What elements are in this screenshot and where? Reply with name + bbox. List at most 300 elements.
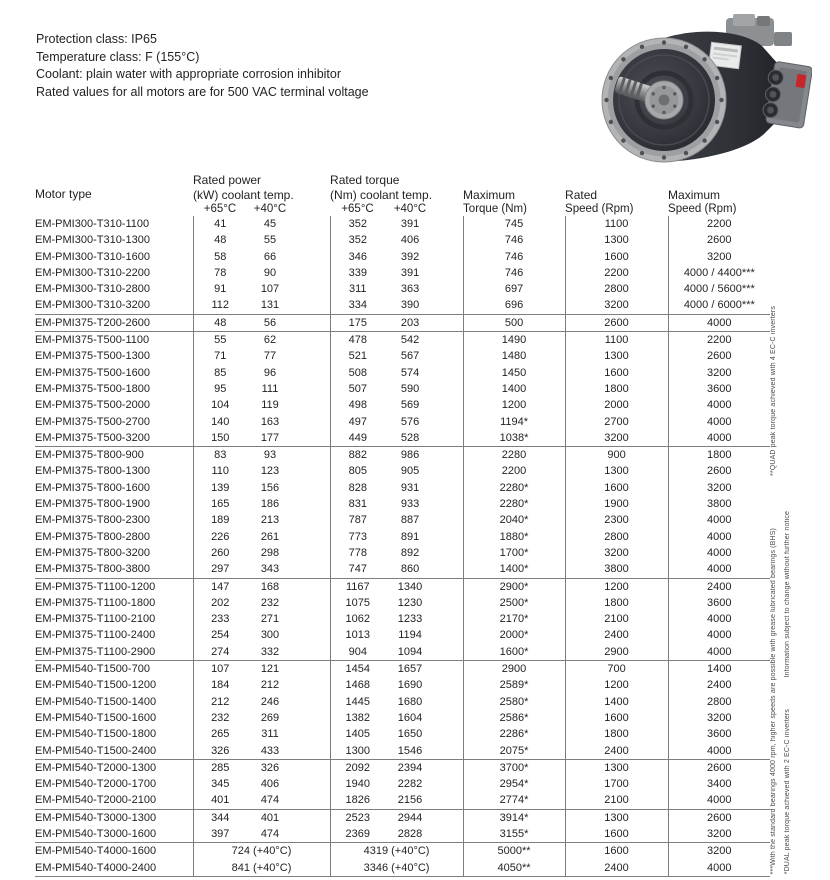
cell-max-torque: 1194* (463, 414, 565, 430)
cell-spacer (435, 595, 463, 611)
cell-power-65: 344 (193, 809, 247, 826)
table-row (35, 512, 770, 528)
motor-table-body (35, 216, 770, 876)
cell-rated-speed: 2600 (565, 314, 668, 331)
table-row (35, 265, 770, 281)
cell-spacer (293, 381, 330, 397)
cell-spacer (293, 365, 330, 381)
cell-max-speed: 3400 (668, 776, 770, 792)
table-row (35, 463, 770, 479)
cell-max-torque: 1400* (463, 561, 565, 578)
cell-max-torque: 2500* (463, 595, 565, 611)
cell-torque-40: 1650 (397, 728, 423, 741)
cell-power-40: 177 (260, 431, 280, 444)
cell-power-40: 261 (260, 530, 280, 543)
info-line-temperature: Temperature class: F (155°C) (36, 49, 200, 64)
cell-torque-40: 576 (400, 415, 420, 428)
cell-motor-type: EM-PMI375-T500-2700 (35, 415, 150, 428)
cell-max-speed: 2200 (668, 216, 770, 232)
cell-power-40: 298 (260, 546, 280, 559)
cell-torque-65: 747 (330, 561, 385, 578)
cell-motor-type: EM-PMI375-T800-2300 (35, 514, 150, 527)
cell-torque-40: 2944 (385, 809, 435, 826)
cell-spacer (293, 216, 330, 232)
cell-torque-65: 334 (330, 297, 385, 314)
cell-rated-speed: 1700 (565, 776, 668, 792)
cell-power-65: 297 (193, 561, 247, 578)
cell-torque-65: 2369 (330, 826, 385, 843)
cell-torque-65: 311 (330, 281, 385, 297)
cell-max-torque: 5000** (463, 843, 565, 860)
cell-max-speed: 2800 (668, 694, 770, 710)
cell-torque-40: 931 (400, 481, 420, 494)
cell-motor-type: EM-PMI375-T1100-1200 (35, 578, 193, 595)
cell-spacer (435, 661, 463, 678)
cell-max-torque: 3700* (463, 759, 565, 776)
cell-torque-65: 1167 (330, 578, 385, 595)
cell-motor-type: EM-PMI375-T500-1600 (35, 366, 150, 379)
cell-spacer (435, 529, 463, 545)
cell-torque-40: 1194 (398, 629, 422, 642)
cell-motor-type: EM-PMI375-T800-1600 (35, 481, 150, 494)
cell-spacer (293, 677, 330, 693)
cell-spacer (435, 381, 463, 397)
cell-spacer (293, 759, 330, 776)
cell-power-65: 83 (193, 447, 247, 464)
cell-spacer (435, 232, 463, 248)
cell-max-torque: 1880* (463, 529, 565, 545)
cell-spacer (435, 578, 463, 595)
cell-spacer (293, 297, 330, 314)
cell-power-65: 150 (193, 430, 247, 447)
cell-motor-type: EM-PMI375-T1100-2100 (35, 613, 156, 626)
cell-max-torque: 1480 (463, 348, 565, 364)
cell-spacer (435, 792, 463, 809)
table-row (35, 348, 770, 364)
cell-motor-type: EM-PMI540-T4000-1600 (35, 843, 193, 860)
table-row (35, 843, 770, 860)
cell-torque-65: 521 (330, 348, 385, 364)
cell-max-speed: 4000 (668, 397, 770, 413)
cell-max-speed: 4000 (668, 860, 770, 877)
table-row (35, 314, 770, 331)
cell-motor-type: EM-PMI300-T310-1300 (35, 234, 150, 247)
motor-photo (598, 10, 812, 168)
table-row (35, 710, 770, 726)
cell-motor-type: EM-PMI375-T800-2800 (35, 530, 150, 543)
cell-torque-40: 1680 (397, 695, 423, 708)
cell-max-torque: 2286* (463, 726, 565, 742)
cell-spacer (435, 365, 463, 381)
cell-rated-speed: 1200 (565, 677, 668, 693)
header-max-torque-1: Maximum (463, 187, 516, 202)
table-row (35, 644, 770, 661)
cell-power-40: 62 (247, 332, 293, 349)
cell-spacer (435, 759, 463, 776)
table-row (35, 759, 770, 776)
cell-motor-type: EM-PMI540-T2000-2100 (35, 794, 157, 807)
cell-power-65: 254 (193, 627, 247, 643)
cell-power-65: 212 (193, 694, 247, 710)
cell-rated-speed: 1300 (565, 809, 668, 826)
cell-torque-40: 567 (400, 350, 420, 363)
cell-max-torque: 2040* (463, 512, 565, 528)
cell-max-torque: 1490 (463, 332, 565, 349)
cell-power-40: 121 (247, 661, 293, 678)
cell-torque-40: 891 (400, 530, 420, 543)
cell-motor-type: EM-PMI540-T3000-1300 (35, 809, 193, 826)
table-row (35, 414, 770, 430)
cell-max-torque: 697 (463, 281, 565, 297)
cell-max-speed: 4000 (668, 414, 770, 430)
cell-motor-type: EM-PMI540-T4000-2400 (35, 860, 193, 877)
table-header (35, 172, 770, 216)
motor-photo-svg (598, 10, 812, 168)
cell-torque-65: 831 (330, 496, 385, 512)
cell-power-40: 474 (260, 794, 280, 807)
cell-max-torque: 2170* (463, 611, 565, 627)
cell-spacer (293, 561, 330, 578)
cell-max-torque: 746 (463, 249, 565, 265)
cell-rated-speed: 1600 (565, 843, 668, 860)
cell-max-speed: 1400 (668, 661, 770, 678)
cell-power-65: 95 (193, 381, 247, 397)
cell-motor-type: EM-PMI540-T1500-700 (35, 661, 193, 678)
cell-motor-type: EM-PMI540-T1500-2400 (35, 744, 157, 757)
cell-spacer (293, 447, 330, 464)
cell-max-torque: 1400 (463, 381, 565, 397)
table-row (35, 661, 770, 678)
table-row (35, 726, 770, 742)
table-row (35, 595, 770, 611)
info-line-rated-values: Rated values for all motors are for 500 VAC terminal voltage (36, 84, 369, 99)
cell-torque-40: 1604 (397, 711, 423, 724)
table-row (35, 430, 770, 447)
cell-motor-type: EM-PMI375-T200-2600 (35, 314, 193, 331)
cell-spacer (435, 348, 463, 364)
table-row (35, 281, 770, 297)
cell-max-speed: 4000 / 4400*** (668, 265, 770, 281)
cell-power-40: 474 (260, 827, 280, 840)
cell-motor-type: EM-PMI375-T1100-1800 (35, 596, 156, 609)
cell-max-speed: 4000 (668, 545, 770, 561)
table-row (35, 232, 770, 248)
cell-spacer (293, 661, 330, 678)
cell-max-torque: 696 (463, 297, 565, 314)
cell-max-speed: 3200 (668, 365, 770, 381)
cell-power-65: 58 (193, 249, 247, 265)
table-row (35, 792, 770, 809)
cell-spacer (435, 297, 463, 314)
cell-max-torque: 2280 (463, 447, 565, 464)
cell-power-65: 78 (193, 265, 247, 281)
cell-max-torque: 2580* (463, 694, 565, 710)
cell-max-torque: 2954* (463, 776, 565, 792)
cell-max-torque: 2586* (463, 710, 565, 726)
cell-power-40: 269 (260, 711, 280, 724)
cell-rated-speed: 1800 (565, 381, 668, 397)
cell-torque-65: 497 (330, 414, 385, 430)
cell-power-65: 165 (193, 496, 247, 512)
cell-torque-65: 478 (330, 332, 385, 349)
cell-max-speed: 4000 (668, 611, 770, 627)
cell-power-40: 55 (263, 234, 277, 247)
cell-motor-type: EM-PMI375-T800-900 (35, 447, 193, 464)
cell-power-65: 401 (193, 792, 247, 809)
header-power-sub: (kW) coolant temp. (193, 187, 294, 202)
cell-spacer (435, 496, 463, 512)
cell-power-40: 96 (263, 366, 277, 379)
cell-max-speed: 3200 (668, 826, 770, 843)
cell-power-65: 112 (193, 297, 247, 314)
table-row (35, 447, 770, 464)
cell-power-65: 48 (193, 232, 247, 248)
cell-max-speed: 4000 (668, 314, 770, 331)
cell-motor-type: EM-PMI375-T1100-2400 (35, 629, 156, 642)
cell-power-65: 184 (193, 677, 247, 693)
cell-power-40: 246 (260, 695, 280, 708)
cell-power-40: 212 (260, 679, 280, 692)
cell-power-65: 265 (193, 726, 247, 742)
cell-torque-65: 508 (330, 365, 385, 381)
cell-max-speed: 4000 (668, 561, 770, 578)
cell-spacer (435, 397, 463, 413)
cell-rated-speed: 1800 (565, 726, 668, 742)
cell-power-65: 107 (193, 661, 247, 678)
cell-max-speed: 4000 (668, 743, 770, 760)
cell-spacer (293, 545, 330, 561)
cell-rated-speed: 2700 (565, 414, 668, 430)
table-row (35, 496, 770, 512)
cell-rated-speed: 1300 (565, 759, 668, 776)
cell-spacer (293, 480, 330, 496)
footnote-dual: *DUAL peak torque achieved with 2 EC-C inverters (784, 708, 791, 874)
cell-max-speed: 2600 (668, 809, 770, 826)
cell-max-torque: 1600* (463, 644, 565, 661)
cell-rated-speed: 2800 (565, 529, 668, 545)
cell-rated-speed: 1300 (565, 232, 668, 248)
table-row (35, 249, 770, 265)
cell-torque-65: 882 (330, 447, 385, 464)
cell-torque-40: 1230 (397, 596, 423, 609)
cell-power-65: 260 (193, 545, 247, 561)
cell-rated-speed: 1400 (565, 694, 668, 710)
cell-spacer (435, 414, 463, 430)
cell-spacer (293, 512, 330, 528)
cell-torque-65: 1454 (330, 661, 385, 678)
cell-spacer (435, 216, 463, 232)
cell-power-40: 163 (260, 415, 280, 428)
cell-torque-40: 542 (385, 332, 435, 349)
cell-torque-65: 352 (330, 216, 385, 232)
table-row (35, 694, 770, 710)
cell-max-speed: 3600 (668, 381, 770, 397)
cell-motor-type: EM-PMI375-T500-1800 (35, 382, 150, 395)
cell-spacer (435, 627, 463, 643)
cell-motor-type: EM-PMI375-T800-3800 (35, 563, 150, 576)
cell-torque-40: 933 (400, 498, 420, 511)
cell-spacer (435, 809, 463, 826)
cell-power-65: 48 (193, 314, 247, 331)
cell-motor-type: EM-PMI375-T1100-2900 (35, 645, 156, 658)
table-row (35, 776, 770, 792)
cell-power-40: 131 (260, 299, 280, 312)
cell-rated-speed: 2200 (565, 265, 668, 281)
cell-power-40: 401 (247, 809, 293, 826)
cell-power-65: 345 (193, 776, 247, 792)
cell-motor-type: EM-PMI540-T2000-1300 (35, 759, 193, 776)
cell-torque-65: 1300 (330, 743, 385, 760)
cell-max-torque: 2589* (463, 677, 565, 693)
cell-spacer (293, 463, 330, 479)
cell-torque-65: 1013 (330, 627, 385, 643)
table-row (35, 677, 770, 693)
table-row (35, 826, 770, 843)
cell-motor-type: EM-PMI375-T500-1300 (35, 350, 150, 363)
cell-motor-type: EM-PMI375-T500-1100 (35, 332, 193, 349)
cell-spacer (293, 332, 330, 349)
cell-torque-65: 1826 (330, 792, 385, 809)
cell-power-65: 397 (193, 826, 247, 843)
cell-rated-speed: 2800 (565, 281, 668, 297)
cell-power-40: 433 (260, 744, 280, 757)
cell-spacer (435, 561, 463, 578)
cell-spacer (293, 694, 330, 710)
cell-torque-65: 828 (330, 480, 385, 496)
header-max-speed-1: Maximum (668, 187, 721, 202)
cell-spacer (293, 743, 330, 760)
cell-power-40: 123 (260, 465, 280, 478)
cell-spacer (293, 644, 330, 661)
cell-max-speed: 3200 (668, 480, 770, 496)
cell-torque-40: 528 (400, 431, 420, 444)
cell-spacer (435, 644, 463, 661)
cell-power-65: 147 (193, 578, 247, 595)
cell-spacer (435, 314, 463, 331)
cell-torque-40: 1690 (397, 679, 423, 692)
cell-torque-65: 498 (330, 397, 385, 413)
cell-torque-40: 1233 (397, 613, 423, 626)
cell-rated-speed: 2000 (565, 397, 668, 413)
table-row (35, 611, 770, 627)
cell-max-speed: 4000 / 5600*** (668, 281, 770, 297)
cell-torque-40: 569 (400, 399, 420, 412)
cell-power-65: 326 (193, 743, 247, 760)
cell-max-speed: 2400 (668, 578, 770, 595)
cell-motor-type: EM-PMI300-T310-1600 (35, 250, 150, 263)
cell-torque-40: 1657 (385, 661, 435, 678)
cell-max-speed: 2600 (668, 463, 770, 479)
cell-torque-65: 339 (330, 265, 385, 281)
cell-motor-type: EM-PMI300-T310-1100 (35, 218, 150, 230)
cell-torque-40: 887 (400, 514, 420, 527)
cell-rated-speed: 3800 (565, 561, 668, 578)
cell-max-speed: 4000 (668, 529, 770, 545)
table-row (35, 529, 770, 545)
cell-spacer (293, 496, 330, 512)
cell-torque-40: 860 (400, 563, 420, 576)
info-line-coolant: Coolant: plain water with appropriate corrosion inhibitor (36, 67, 342, 81)
table-row (35, 332, 770, 349)
cell-torque-65: 787 (330, 512, 385, 528)
cell-rated-speed: 1200 (565, 578, 668, 595)
spec-info-block (36, 31, 369, 101)
cell-rated-speed: 2900 (565, 644, 668, 661)
cell-spacer (293, 414, 330, 430)
cell-power-65: 189 (193, 512, 247, 528)
cell-power-combined: 724 (+40°C) (193, 843, 330, 860)
cell-power-65: 110 (193, 463, 247, 479)
cell-torque-65: 805 (330, 463, 385, 479)
cell-max-speed: 4000 (668, 644, 770, 661)
cell-torque-40: 986 (385, 447, 435, 464)
cell-power-65: 55 (193, 332, 247, 349)
cell-spacer (293, 529, 330, 545)
cell-power-65: 91 (193, 281, 247, 297)
header-max-torque-2: Torque (Nm) (463, 203, 527, 215)
cell-rated-speed: 700 (565, 661, 668, 678)
info-line-protection: Protection class: IP65 (36, 32, 157, 46)
cell-max-speed: 4000 (668, 627, 770, 643)
cell-rated-speed: 2300 (565, 512, 668, 528)
cell-max-speed: 4000 (668, 792, 770, 809)
header-motor-type: Motor type (35, 187, 92, 201)
cell-rated-speed: 2100 (565, 792, 668, 809)
cell-max-speed: 4000 / 6000*** (668, 297, 770, 314)
table-row (35, 561, 770, 578)
cell-max-speed: 2600 (668, 232, 770, 248)
cell-rated-speed: 1600 (565, 365, 668, 381)
cell-motor-type: EM-PMI375-T800-1300 (35, 465, 150, 478)
cell-spacer (293, 265, 330, 281)
cell-rated-speed: 1600 (565, 480, 668, 496)
cell-max-torque: 4050** (463, 860, 565, 877)
cell-power-65: 233 (193, 611, 247, 627)
cell-torque-40: 574 (400, 366, 420, 379)
cell-torque-65: 904 (330, 644, 385, 661)
cell-torque-40: 203 (385, 314, 435, 331)
cell-max-speed: 3800 (668, 496, 770, 512)
cell-torque-40: 2394 (385, 759, 435, 776)
cell-power-65: 285 (193, 759, 247, 776)
cell-max-speed: 2400 (668, 677, 770, 693)
cell-motor-type: EM-PMI300-T310-2200 (35, 266, 150, 279)
header-rated-power: Rated power (193, 172, 262, 187)
cell-motor-type: EM-PMI375-T800-1900 (35, 498, 150, 511)
table-row (35, 743, 770, 760)
cell-max-torque: 2075* (463, 743, 565, 760)
cell-power-65: 226 (193, 529, 247, 545)
cell-spacer (435, 710, 463, 726)
cell-torque-40: 892 (400, 546, 420, 559)
cell-max-torque: 745 (463, 216, 565, 232)
cell-rated-speed: 2400 (565, 627, 668, 643)
cell-torque-combined: 4319 (+40°C) (330, 843, 463, 860)
cell-torque-65: 507 (330, 381, 385, 397)
cell-max-speed: 1800 (668, 447, 770, 464)
cell-spacer (293, 430, 330, 447)
cell-power-65: 71 (193, 348, 247, 364)
cell-torque-65: 778 (330, 545, 385, 561)
cell-power-65: 202 (193, 595, 247, 611)
cell-power-40: 66 (263, 250, 277, 263)
cell-power-40: 332 (260, 645, 280, 658)
cell-power-65: 104 (193, 397, 247, 413)
cell-spacer (293, 710, 330, 726)
cell-max-speed: 4000 (668, 512, 770, 528)
cell-torque-65: 175 (330, 314, 385, 331)
header-rated-speed-1: Rated (565, 187, 598, 202)
